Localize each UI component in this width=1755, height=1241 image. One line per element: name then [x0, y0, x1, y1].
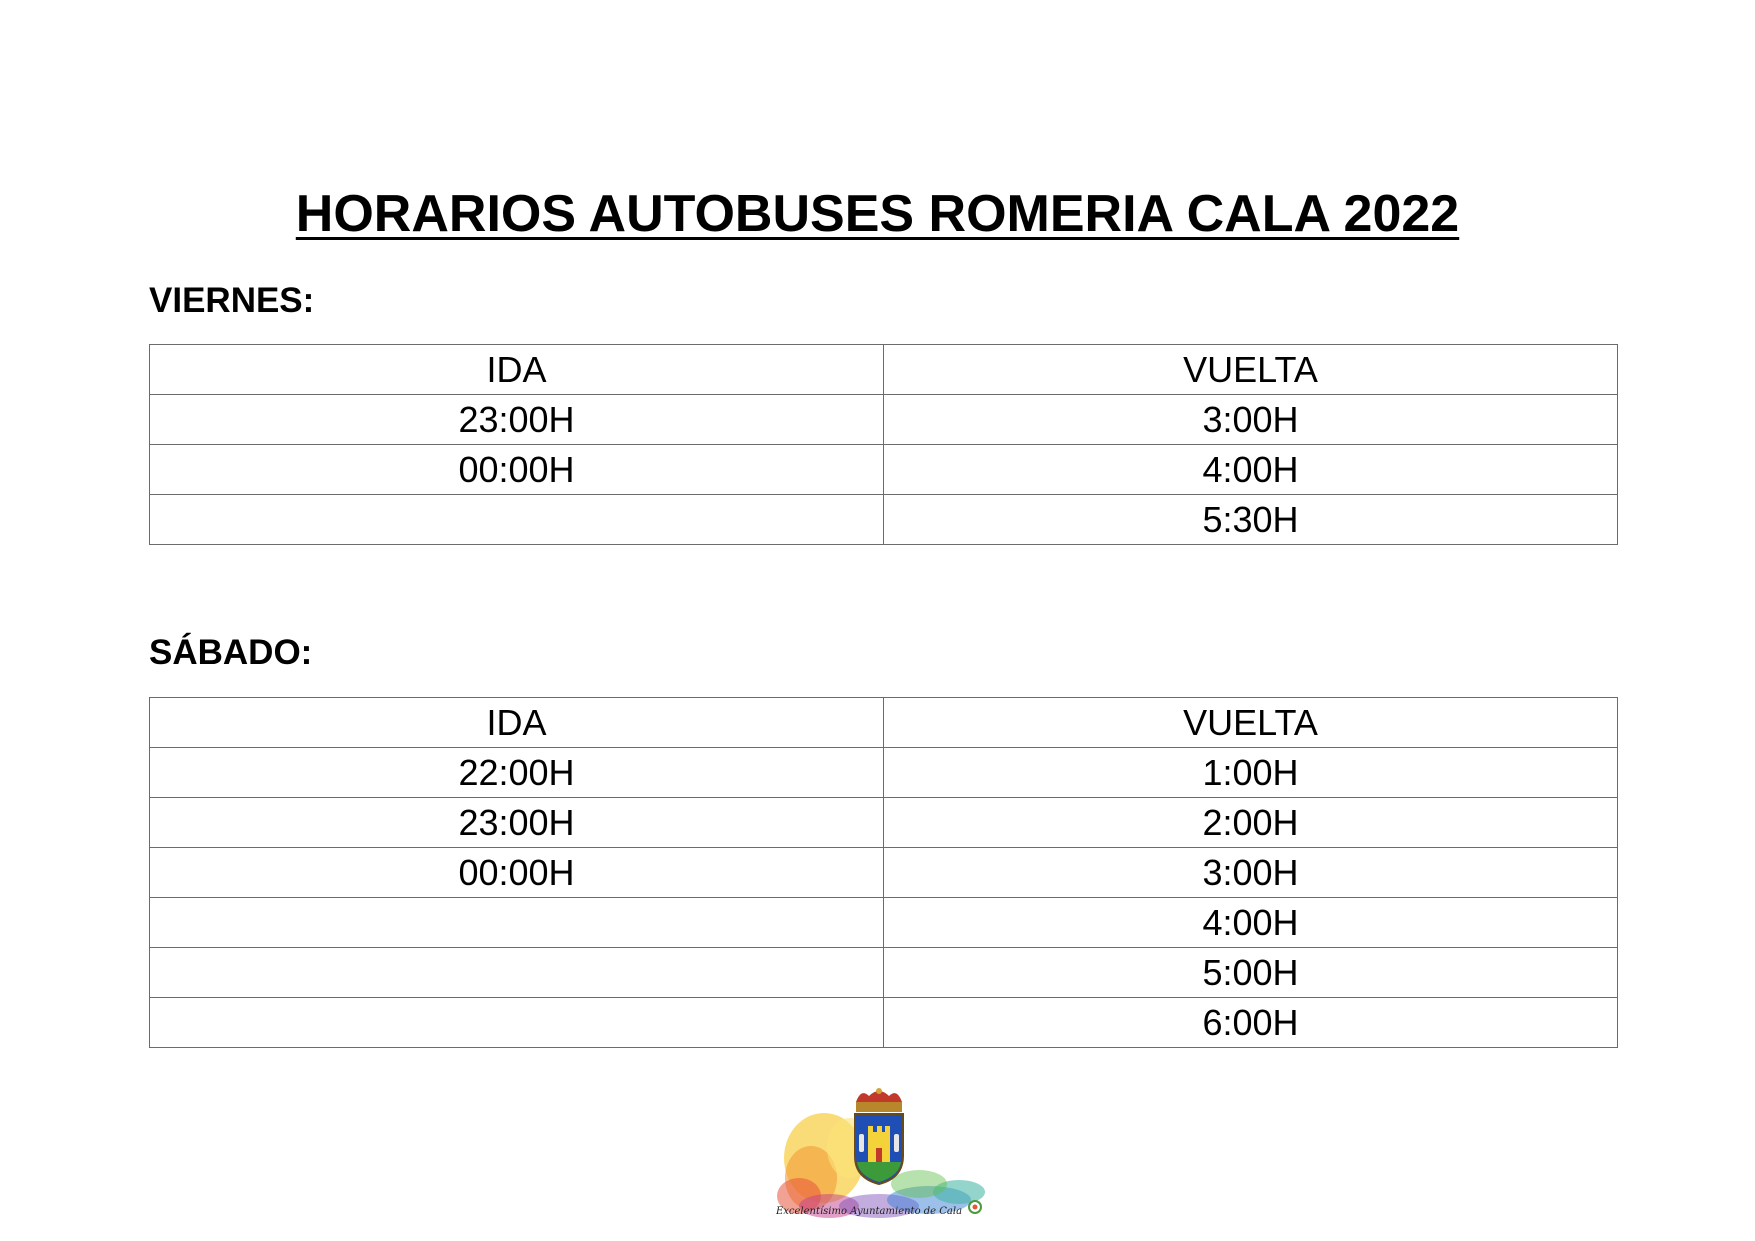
header-vuelta: VUELTA — [884, 345, 1618, 395]
ida-time: 23:00H — [150, 798, 884, 848]
vuelta-time: 1:00H — [884, 748, 1618, 798]
coat-of-arms-icon — [769, 1088, 991, 1226]
document-title-text: HORARIOS AUTOBUSES ROMERIA CALA 2022 — [295, 185, 1460, 243]
table-row — [150, 445, 1618, 495]
header-vuelta: VUELTA — [884, 698, 1618, 748]
ida-time — [150, 495, 884, 545]
svg-text:Excelentísimo Ayuntamiento de: Excelentísimo Ayuntamiento de Cala — [775, 1206, 963, 1217]
table-row — [150, 395, 1618, 445]
ida-time — [150, 948, 884, 998]
table-header-row — [150, 698, 1618, 748]
vuelta-time: 5:00H — [884, 948, 1618, 998]
document-title — [0, 184, 1755, 244]
table-row — [150, 898, 1618, 948]
ida-time: 23:00H — [150, 395, 884, 445]
table-header-row — [150, 345, 1618, 395]
table-row — [150, 848, 1618, 898]
header-ida: IDA — [150, 345, 884, 395]
ida-time: 00:00H — [150, 848, 884, 898]
vuelta-time: 5:30H — [884, 495, 1618, 545]
section-label-sabado: SÁBADO: — [149, 633, 313, 672]
header-ida: IDA — [150, 698, 884, 748]
ida-time: 00:00H — [150, 445, 884, 495]
table-row — [150, 495, 1618, 545]
ida-time: 22:00H — [150, 748, 884, 798]
vuelta-time: 4:00H — [884, 445, 1618, 495]
schedule-table-viernes — [149, 344, 1618, 545]
table-row — [150, 998, 1618, 1048]
vuelta-time: 4:00H — [884, 898, 1618, 948]
ida-time — [150, 898, 884, 948]
schedule-table-sabado — [149, 697, 1618, 1048]
table-row — [150, 748, 1618, 798]
ida-time — [150, 998, 884, 1048]
vuelta-time: 3:00H — [884, 848, 1618, 898]
table-row — [150, 948, 1618, 998]
table-row — [150, 798, 1618, 848]
ayuntamiento-logo — [769, 1088, 991, 1226]
section-label-viernes: VIERNES: — [149, 281, 315, 320]
vuelta-time: 2:00H — [884, 798, 1618, 848]
vuelta-time: 3:00H — [884, 395, 1618, 445]
vuelta-time: 6:00H — [884, 998, 1618, 1048]
